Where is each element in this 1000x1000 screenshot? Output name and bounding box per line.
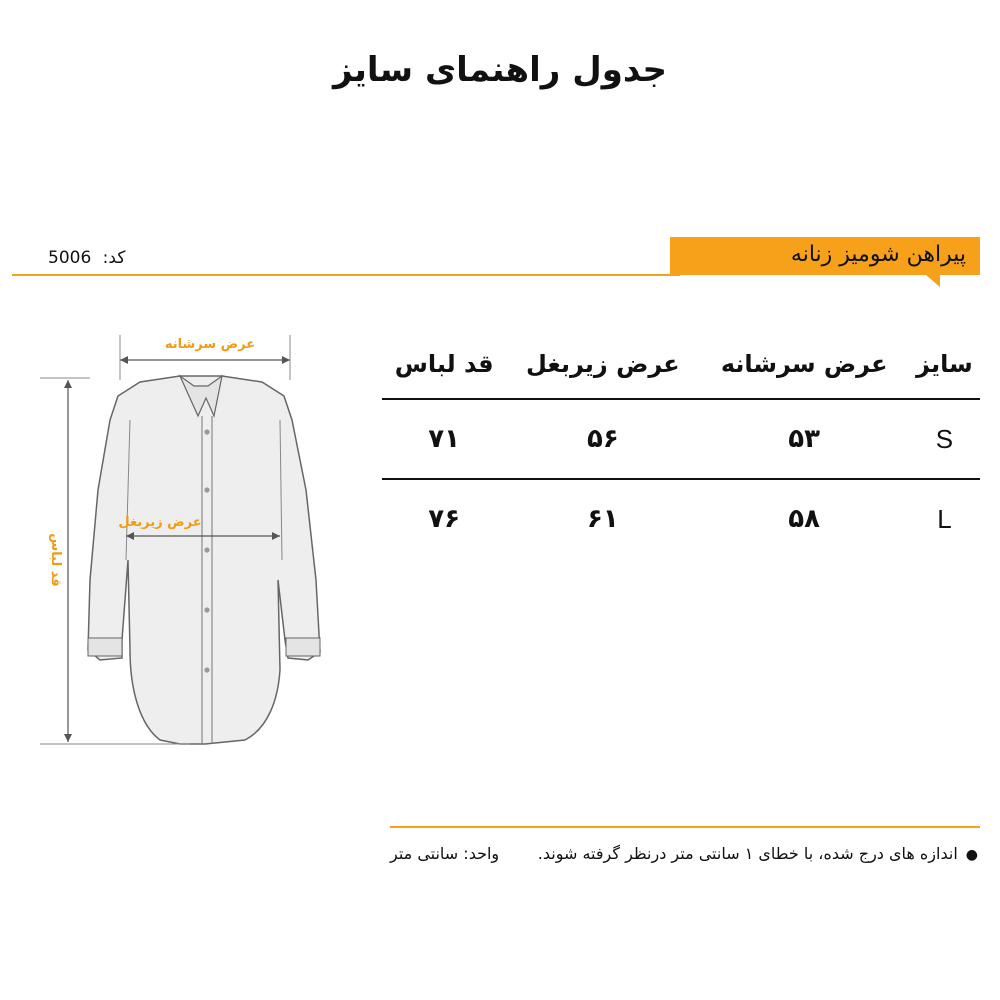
shirt-measurement-diagram [30, 320, 330, 760]
table-header-row [382, 330, 980, 399]
page-title: جدول راهنمای سایز [333, 50, 667, 90]
shoulder-width-dimension [120, 335, 290, 380]
header-length: قد لباس [382, 330, 506, 399]
header-shoulder-width: عرض سرشانه [699, 330, 908, 399]
tolerance-note-text: اندازه های درج شده، با خطای ۱ سانتی متر درنظر گرفته شوند. [537, 844, 958, 863]
header-divider [12, 274, 680, 276]
cell-chest-width: ۶۱ [586, 504, 619, 534]
header-chest-width: عرض زیربغل [506, 330, 699, 399]
chest-width-label: عرض زیربغل [118, 515, 202, 530]
header-size: سایز [909, 330, 980, 399]
product-name-banner [670, 237, 980, 275]
bullet-icon: ● [965, 847, 978, 863]
tolerance-note [538, 844, 978, 863]
product-code [48, 248, 125, 268]
size-table [382, 330, 980, 558]
cell-size: S [909, 399, 980, 479]
footer-divider [390, 826, 980, 828]
shoulder-width-label: عرض سرشانه [164, 337, 256, 352]
table-row [382, 399, 980, 479]
cell-shoulder-width: ۵۳ [699, 399, 908, 479]
cell-length: ۷۶ [428, 504, 461, 534]
table-row [382, 479, 980, 558]
banner-notch [926, 275, 940, 287]
shirt-icon [88, 376, 320, 744]
product-code-label: کد: [102, 248, 126, 268]
garment-length-label: قد لباس [48, 533, 63, 587]
cell-length: ۷۱ [382, 399, 506, 479]
product-code-value: 5006 [48, 248, 92, 268]
unit-note: واحد: سانتی متر [390, 844, 500, 863]
cell-size: L [937, 503, 952, 534]
product-name: پیراهن شومیز زنانه [790, 242, 966, 267]
cell-shoulder-width: ۵۸ [788, 504, 821, 534]
cell-chest-width: ۵۶ [506, 399, 699, 479]
